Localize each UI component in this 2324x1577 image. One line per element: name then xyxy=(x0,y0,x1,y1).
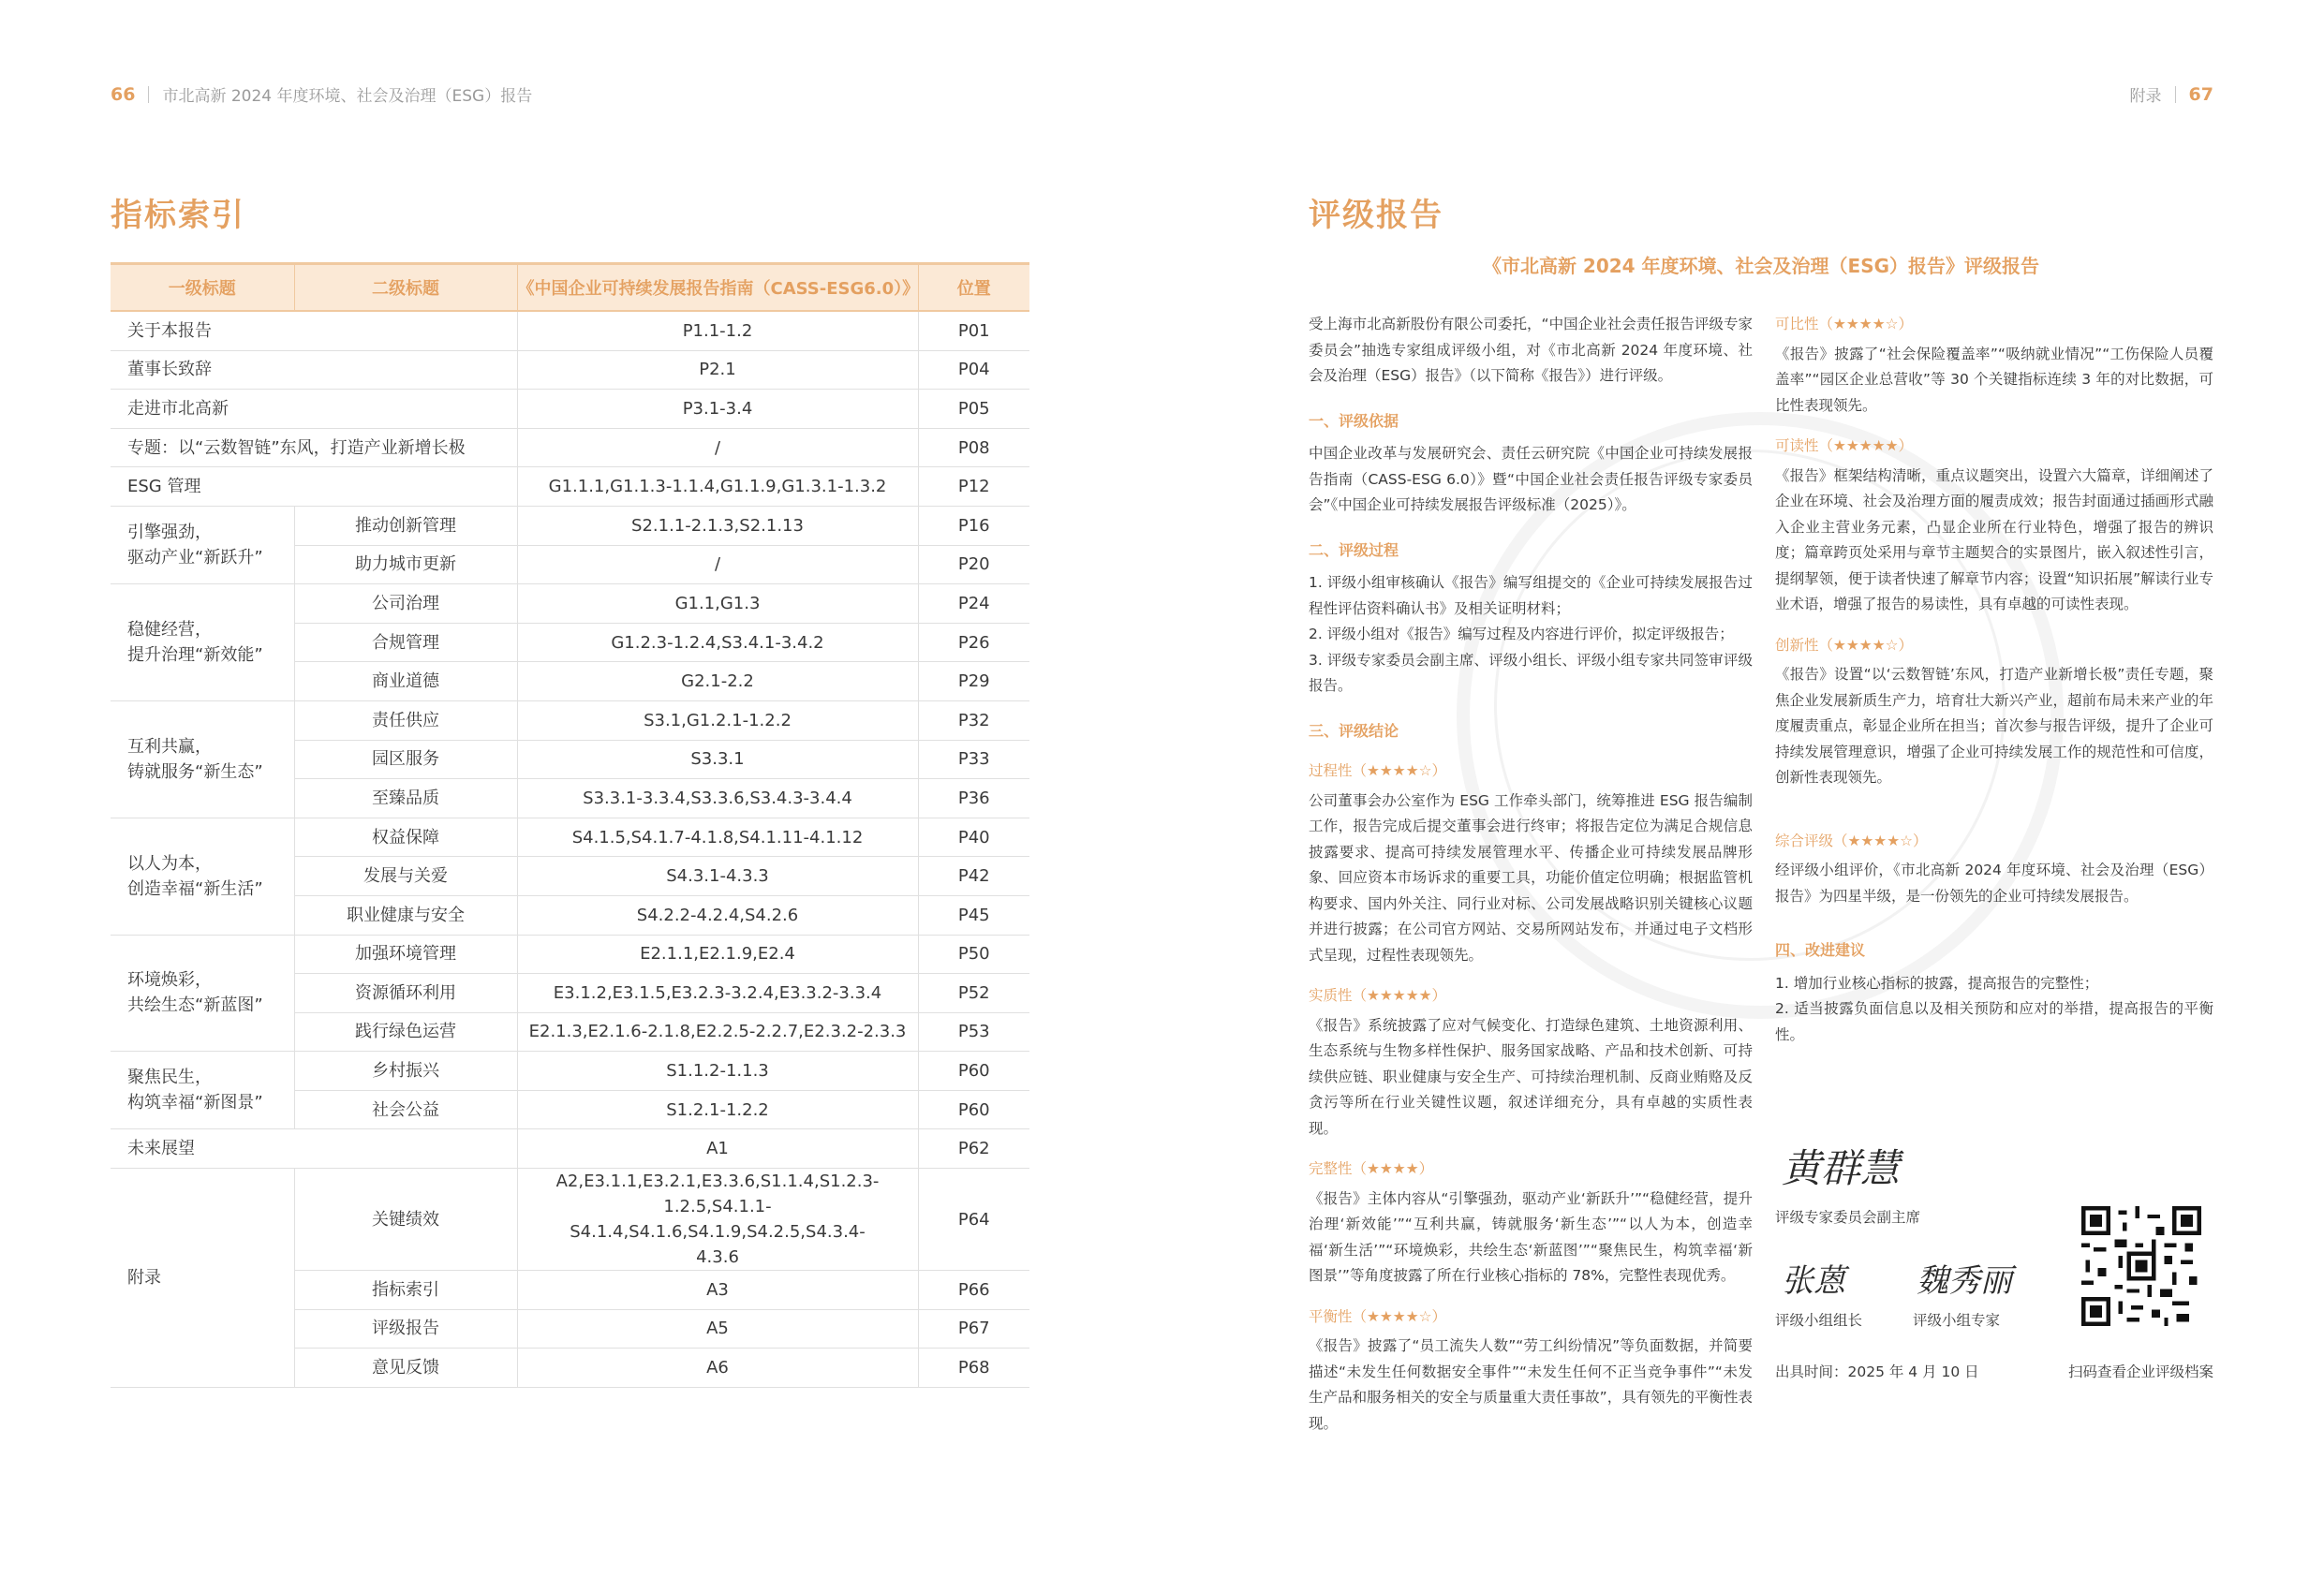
basis-heading: 一、评级依据 xyxy=(1309,411,1399,430)
group-title: 环境焕彩， 共绘生态“新蓝图” xyxy=(111,935,294,1052)
criterion-heading: 完整性（★★★★） xyxy=(1309,1160,1434,1177)
table-header-row xyxy=(111,264,1029,312)
table-row: 引擎强劲， 驱动产业“新跃升” 推动创新管理 S2.1.1-2.1.3,S2.1.13 P16 xyxy=(111,506,1029,545)
table-row: 社会公益 S1.2.1-1.2.2 P60 xyxy=(111,1090,1029,1129)
criterion-text: 《报告》框架结构清晰，重点议题突出，设置六大篇章，详细阐述了企业在环境、社会及治理方面的履责成效；报告封面通过插画形式融入企业主营业务元素，凸显企业所在行业特色，增强了报告的辨识度；篇章跨页处采用与章节主题契合的实景图片，嵌入叙述性引言，提纲挈领，便于读者快速了解章节内容；设置“知识拓展”解读行业专业术语，增强了报告的易读性，具有卓越的可读性表现。 xyxy=(1775,466,2213,612)
basis-paragraph: 中国企业改革与发展研究会、责任云研究院《中国企业可持续发展报告指南（CASS-ESG 6.0）》暨“中国企业社会责任报告评级专家委员会”《中国企业可持续发展报告评级标准（2025）》。 xyxy=(1309,445,1753,513)
table-row: 未来展望 A1 P62 xyxy=(111,1129,1029,1169)
right-page-header xyxy=(2130,82,2213,106)
star-rating: （★★★★★） xyxy=(1818,437,1913,454)
process-step: 3. 评级专家委员会副主席、评级小组长、评级小组专家共同签审评级报告。 xyxy=(1309,651,1753,694)
criterion-heading: 过程性（★★★★☆） xyxy=(1309,762,1446,779)
table-row: 资源循环利用 E3.1.2,E3.1.5,E3.2.3-3.2.4,E3.3.2-3.3.4 P52 xyxy=(111,974,1029,1013)
rating-title: 评级报告 xyxy=(1309,197,1443,234)
criterion-heading: 可比性（★★★★☆） xyxy=(1775,316,1913,332)
col-header-level2: 二级标题 xyxy=(294,264,517,312)
criterion-text: 《报告》披露了“员工流失人数”“劳工纠纷情况”等负面数据，并简要描述“未发生任何数据安全事件”“未发生任何不正当竞争事件”“未发生产品和服务相关的安全与质量重大责任事故”，具有领先的平衡性表现。 xyxy=(1309,1337,1753,1432)
group-title: 以人为本， 创造幸福“新生活” xyxy=(111,818,294,935)
group-title: 附录 xyxy=(111,1169,294,1388)
criterion-heading: 实质性（★★★★★） xyxy=(1309,987,1446,1004)
col-header-position: 位置 xyxy=(918,264,1029,312)
table-row: 至臻品质 S3.3.1-3.3.4,S3.3.6,S3.4.3-3.4.4 P36 xyxy=(111,779,1029,818)
leader-signature: 张蒽 xyxy=(1782,1262,1845,1300)
table-row: 董事长致辞 P2.1 P04 xyxy=(111,350,1029,390)
rating-subtitle: 《市北高新 2024 年度环境、社会及治理（ESG）报告》评级报告 xyxy=(1482,255,2040,277)
table-row: 关于本报告 P1.1-1.2 P01 xyxy=(111,311,1029,350)
criterion-text: 《报告》设置“以‘云数智链’东风，打造产业新增长极”责任专题，聚焦企业发展新质生产力，培育壮大新兴产业，超前布局未来产业的年度履责重点，彰显企业所在担当；首次参与报告评级，提升了企业可持续发展管理意识，增强了企业可持续发展工作的规范性和可信度，创新性表现领先。 xyxy=(1775,666,2213,786)
table-row: 稳健经营， 提升治理“新效能” 公司治理 G1.1,G1.3 P24 xyxy=(111,584,1029,624)
table-row: 以人为本， 创造幸福“新生活” 权益保障 S4.1.5,S4.1.7-4.1.8,S4.1.11-4.1.12 P40 xyxy=(111,818,1029,857)
expert-role: 评级小组专家 xyxy=(1913,1312,2001,1329)
table-row: 发展与关爱 S4.3.1-4.3.3 P42 xyxy=(111,857,1029,896)
table-row: 走进市北高新 P3.1-3.4 P05 xyxy=(111,390,1029,429)
star-rating: （★★★★☆） xyxy=(1818,636,1913,654)
criterion-text: 《报告》主体内容从“引擎强劲，驱动产业‘新跃升’”“稳健经营，提升治理‘新效能’”“互利共赢，铸就服务‘新生态’”“以人为本，创造幸福‘新生活’”“环境焕彩，共绘生态‘新蓝图’”“聚焦民生，构筑幸福‘新图景’”等角度披露了所在行业核心指标的 78%，完整性表现优秀。 xyxy=(1309,1189,1753,1284)
col-header-guide: 《中国企业可持续发展报告指南（CASS-ESG6.0）》 xyxy=(517,264,918,312)
rating-right-column xyxy=(1775,312,2213,1055)
overall-heading: 综合评级（★★★★☆） xyxy=(1775,832,1928,849)
star-rating: （★★★★★） xyxy=(1352,987,1446,1004)
table-row: 职业健康与安全 S4.2.2-4.2.4,S4.2.6 P45 xyxy=(111,895,1029,935)
table-row: 评级报告 A5 P67 xyxy=(111,1309,1029,1349)
table-row: ESG 管理 G1.1.1,G1.1.3-1.1.4,G1.1.9,G1.3.1-1.3.2 P12 xyxy=(111,467,1029,507)
criterion-heading: 创新性（★★★★☆） xyxy=(1775,636,1913,654)
issue-date: 出具时间：2025 年 4 月 10 日 xyxy=(1775,1363,1979,1380)
group-title: 聚焦民生， 构筑幸福“新图景” xyxy=(111,1052,294,1129)
criterion-heading: 平衡性（★★★★☆） xyxy=(1309,1307,1446,1325)
group-title: 稳健经营， 提升治理“新效能” xyxy=(111,584,294,701)
table-row: 专题：以“云数智链”东风，打造产业新增长极 / P08 xyxy=(111,428,1029,467)
table-row: 指标索引 A3 P66 xyxy=(111,1271,1029,1310)
criterion-text: 《报告》披露了“社会保险覆盖率”“吸纳就业情况”“工伤保险人员覆盖率”“园区企业总营收”等 30 个关键指标连续 3 年的对比数据，可比性表现领先。 xyxy=(1775,345,2213,414)
table-row: 聚焦民生， 构筑幸福“新图景” 乡村振兴 S1.1.2-1.1.3 P60 xyxy=(111,1052,1029,1091)
overall-text: 经评级小组评价，《市北高新 2024 年度环境、社会及治理（ESG）报告》为四星半级，是一份领先的企业可持续发展报告。 xyxy=(1775,862,2213,905)
left-page-number: 66 xyxy=(111,83,136,105)
table-row: 互利共赢， 铸就服务“新生态” 责任供应 S3.1,G1.2.1-1.2.2 P32 xyxy=(111,700,1029,740)
section-name: 附录 xyxy=(2129,87,2162,106)
vice-chair-role: 评级专家委员会副主席 xyxy=(1775,1209,1921,1226)
star-rating: （★★★★☆） xyxy=(1818,316,1913,332)
criterion-heading: 可读性（★★★★★） xyxy=(1775,437,1913,454)
table-row: 环境焕彩， 共绘生态“新蓝图” 加强环境管理 E2.1.1,E2.1.9,E2.4 P50 xyxy=(111,935,1029,974)
star-rating: （★★★★☆） xyxy=(1352,1307,1446,1325)
qr-caption: 扫码查看企业评级档案 xyxy=(2067,1363,2213,1380)
criterion-text: 公司董事会办公室作为 ESG 工作牵头部门，统筹推进 ESG 报告编制工作，报告完成后提交董事会进行终审；将报告定位为满足合规信息披露要求、提高可持续发展管理水平、传播企业可持续发展品牌形象、回应资本市场诉求的重要工具，功能价值定位明确；根据监管机构要求、国内外关注、同行业对标、公司发展战略识别关键核心议题并进行披露；在公司官方网站、交易所网站发布，并通过电子文档形式呈现，过程性表现领先。 xyxy=(1309,791,1753,964)
suggestion-item: 1. 增加行业核心指标的披露，提高报告的完整性； xyxy=(1775,974,2099,992)
table-row: 助力城市更新 / P20 xyxy=(111,545,1029,584)
suggestion-item: 2. 适当披露负面信息以及相关预防和应对的举措，提高报告的平衡性。 xyxy=(1775,1000,2213,1043)
table-row: 商业道德 G2.1-2.2 P29 xyxy=(111,662,1029,701)
table-row: 附录 关键绩效 A2,E3.1.1,E3.2.1,E3.3.6,S1.1.4,S1.2.3-1.2.5,S4.1.1-S4.1.4,S4.1.6,S4.1.9,S4.2.5,S4.3.4-4.3.6 P64 xyxy=(111,1169,1029,1271)
col-header-level1: 一级标题 xyxy=(111,264,294,312)
process-step: 2. 评级小组对《报告》编写过程及内容进行评价，拟定评级报告； xyxy=(1309,626,1734,642)
right-page-number: 67 xyxy=(2188,83,2213,105)
process-heading: 二、评级过程 xyxy=(1309,540,1399,559)
group-title: 互利共赢， 铸就服务“新生态” xyxy=(111,700,294,818)
rating-left-column xyxy=(1309,312,1753,1444)
table-row: 意见反馈 A6 P68 xyxy=(111,1349,1029,1388)
suggestions-heading: 四、改进建议 xyxy=(1775,941,1866,959)
table-row: 践行绿色运营 E2.1.3,E2.1.6-2.1.8,E2.2.5-2.2.7,E2.3.2-2.3.3 P53 xyxy=(111,1012,1029,1052)
star-rating: （★★★★☆） xyxy=(1833,832,1928,849)
left-page-header xyxy=(111,82,532,106)
leader-role: 评级小组组长 xyxy=(1775,1312,1863,1329)
table-row: 园区服务 S3.3.1 P33 xyxy=(111,740,1029,779)
vice-chair-signature: 黄群慧 xyxy=(1782,1145,1901,1191)
expert-signature: 魏秀丽 xyxy=(1917,1262,2012,1300)
qr-code-icon[interactable] xyxy=(2081,1206,2201,1326)
indicator-index-table xyxy=(111,262,1029,1388)
criterion-text: 《报告》系统披露了应对气候变化、打造绿色建筑、土地资源利用、生态系统与生物多样性保护、服务国家战略、产品和技术创新、可持续供应链、职业健康与安全生产、可持续治理机制、反商业贿赂及反贪污等所在行业关键性议题，叙述详细充分，具有卓越的实质性表现。 xyxy=(1309,1016,1753,1137)
star-rating: （★★★★☆） xyxy=(1352,762,1446,779)
report-title-header: 市北高新 2024 年度环境、社会及治理（ESG）报告 xyxy=(162,87,533,106)
header-divider xyxy=(148,86,149,103)
star-rating: （★★★★） xyxy=(1352,1160,1434,1177)
process-step: 1. 评级小组审核确认《报告》编写组提交的《企业可持续发展报告过程性评估资料确认书》及相关证明材料； xyxy=(1309,574,1753,617)
conclusion-heading: 三、评级结论 xyxy=(1309,721,1399,740)
group-title: 引擎强劲， 驱动产业“新跃升” xyxy=(111,506,294,583)
header-divider xyxy=(2175,86,2176,103)
table-row: 合规管理 G1.2.3-1.2.4,S3.4.1-3.4.2 P26 xyxy=(111,623,1029,662)
intro-paragraph: 受上海市北高新股份有限公司委托，“中国企业社会责任报告评级专家委员会”抽选专家组成评级小组，对《市北高新 2024 年度环境、社会及治理（ESG）报告》（以下简称《报告》）进行评级。 xyxy=(1309,316,1753,384)
index-title: 指标索引 xyxy=(111,197,245,234)
